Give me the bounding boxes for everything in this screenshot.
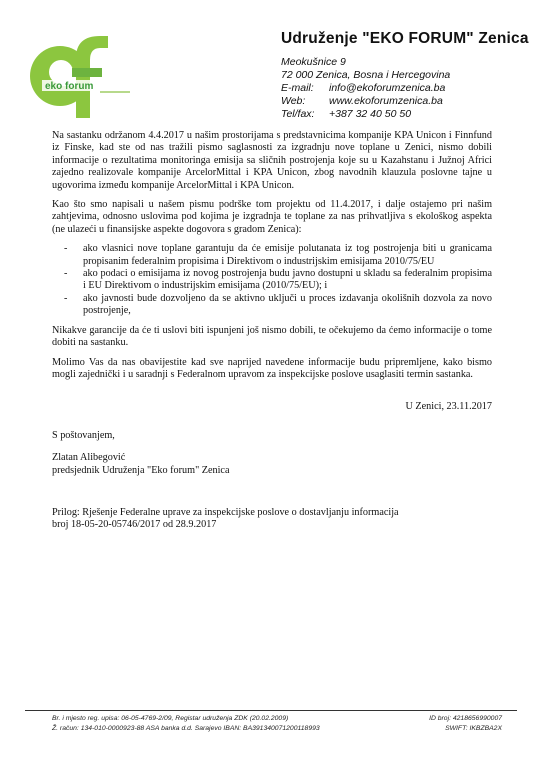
list-item — [52, 243, 492, 268]
greeting: S poštovanjem, — [52, 429, 115, 441]
web-label: Web: — [281, 95, 306, 107]
organization-header — [281, 30, 529, 121]
list-dash: - — [64, 292, 68, 304]
contact-web-row — [281, 95, 521, 108]
attachment-note — [52, 507, 492, 532]
paragraph-support-letter: Kao što smo napisali u našem pismu podrške tom projektu od 11.4.2017, i dalje ostajemo pri našim zahtjevima, odnosno uslovima pod kojima je izgradnja te toplane za nas prihvatljiva s ekološkog aspekta (ne ulazeći u finansijske aspekte dogovora s gradom Zenica): — [52, 199, 492, 235]
conditions-list — [52, 243, 492, 317]
web-value[interactable]: www.ekoforumzenica.ba — [329, 95, 443, 107]
signer-name: Zlatan Alibegović — [52, 452, 126, 464]
bank-info: Ž. račun: 134-010-0000923-88 ASA banka d.d. Sarajevo IBAN: BA391340071200118993 — [52, 724, 320, 732]
registration-info: Br. i mjesto reg. upisa: 06-05-4769-2/09, Registar udruženja ZDK (20.02.2009) — [52, 715, 289, 722]
paragraph-guarantees: Nikakve garancije da će ti uslovi biti ispunjeni još nismo dobili, te očekujemo da ćemo informacije o tome dobiti na sastanku. — [52, 324, 492, 349]
letter-body — [52, 130, 492, 532]
attachment-line-1: Prilog: Rješenje Federalne uprave za inspekcijske poslove o dostavljanju informacija — [52, 506, 399, 518]
list-item-text: ako podaci o emisijama iz novog postrojenja budu javno dostupni u skladu sa federalnim propisima i EU Direktivom o industrijskim emisijama (2010/75/EU); i — [83, 268, 492, 292]
footer-divider — [25, 710, 517, 711]
email-value[interactable]: info@ekoforumzenica.ba — [329, 82, 446, 94]
logo-text: eko forum — [45, 81, 94, 92]
footer — [52, 714, 502, 733]
phone-value: +387 32 40 50 50 — [329, 108, 412, 120]
swift-code: SWIFT: IKBZBA2X — [445, 724, 502, 732]
phone-label: Tel/fax: — [281, 108, 315, 120]
signer-title: predsjednik Udruženja "Eko forum" Zenica — [52, 464, 230, 476]
list-dash: - — [64, 268, 68, 280]
list-item — [52, 268, 492, 293]
contact-phone-row — [281, 108, 521, 121]
logo-graphic — [28, 28, 143, 123]
footer-registration-row — [52, 714, 502, 724]
organization-name: Udruženje "EKO FORUM" Zenica — [281, 30, 529, 47]
email-label: E-mail: — [281, 82, 314, 94]
list-item-text: ako vlasnici nove toplane garantuju da će emisije polutanata iz tog postrojenja biti u granicama propisanim federalnim propisima i Direktivom o industrijskim emisijama 2010/75/EU — [83, 243, 492, 267]
city-address: 72 000 Zenica, Bosna i Hercegovina — [281, 69, 451, 81]
list-dash: - — [64, 243, 68, 255]
paragraph-request: Molimo Vas da nas obavijestite kad sve naprijed navedene informacije budu pripremljene, kako bismo mogli zajednički i u saradnji s Federalnom upravom za inspekcijske poslove usaglasiti termin sastanka. — [52, 356, 492, 380]
id-number: ID broj: 4218656990007 — [429, 715, 502, 722]
paragraph-meeting: Na sastanku održanom 4.4.2017 u našim prostorijama s predstavnicima kompanije KPA Unicon i Finnfund iz Finske, kad ste od nas tražili pismo saglasnosti za izgradnju nove toplane u Zenici, nismo dobili informacije o rezultatima monitoringa emisija sa sličnih postrojenja koje su u Kazahstanu i Južnoj Africi zajedno realizovale kompanije ArcelorMittal i KPA Unicon, zbog navodnih klauzula poslovne tajne u ugovorima između kompanije ArcelorMittal i KPA Unicon. — [52, 130, 492, 191]
footer-bank-row — [52, 724, 502, 734]
letter-date: U Zenici, 23.11.2017 — [405, 401, 492, 413]
list-item-text: ako javnosti bude dozvoljeno da se aktivno uključi u proces izdavanja okolišnih dozvola za novo postrojenje, — [83, 292, 492, 317]
list-item — [52, 293, 492, 318]
eko-forum-logo — [28, 28, 143, 123]
street-address: Meokušnice 9 — [281, 56, 346, 68]
contact-email-row — [281, 82, 521, 95]
attachment-line-2: broj 18-05-20-05746/2017 od 28.9.2017 — [52, 519, 217, 531]
signature-block — [52, 430, 492, 477]
